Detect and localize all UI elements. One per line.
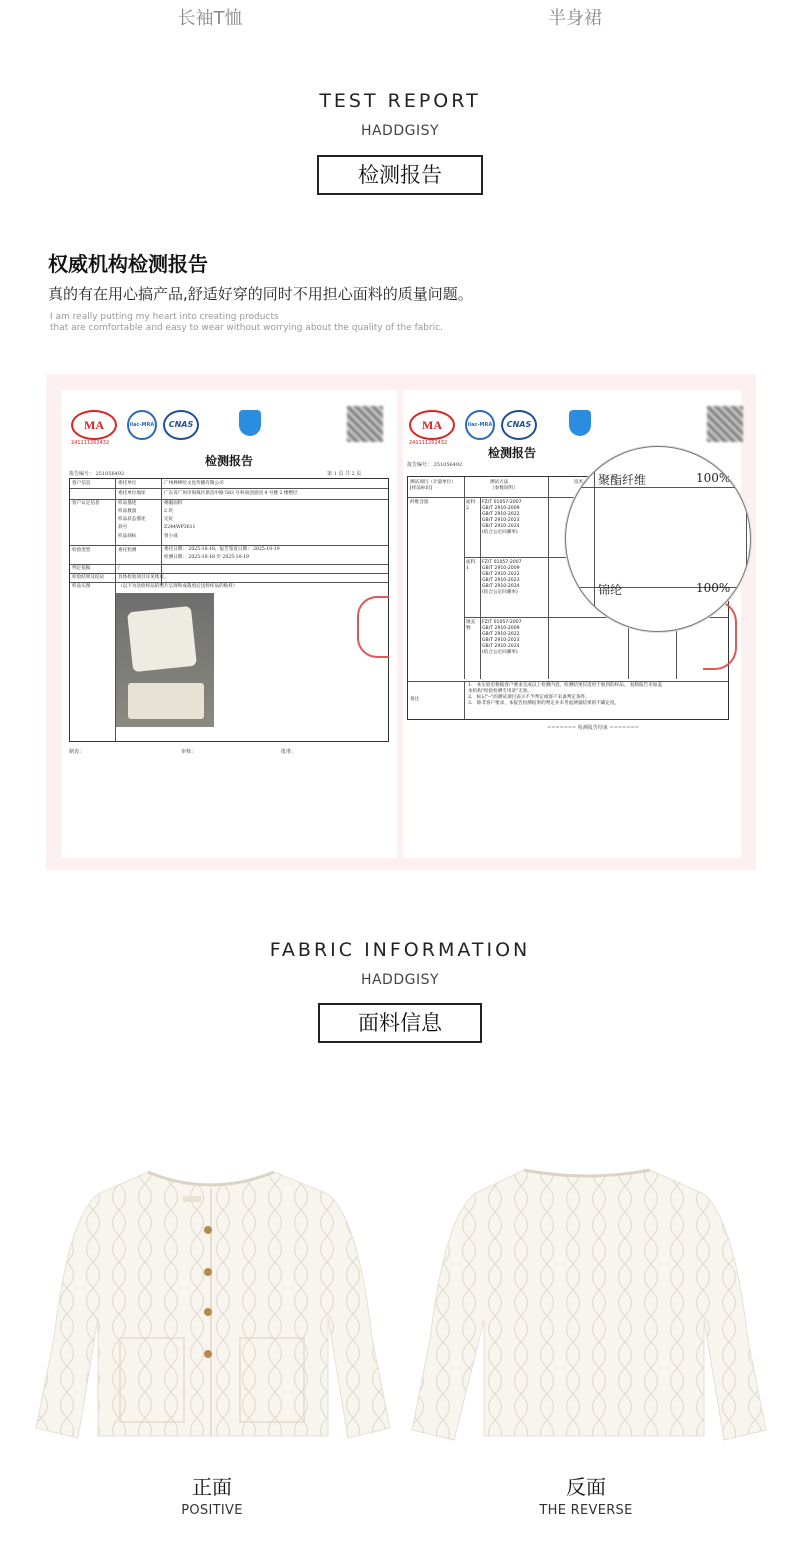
fiber-nylon-percent: 100% [696, 581, 731, 595]
cnas-logo: CNAS [501, 410, 537, 440]
shield-icon [569, 410, 591, 436]
test-report-heading: TEST REPORT [319, 90, 481, 112]
ilac-mra-logo: ilac-MRA [465, 410, 495, 440]
report-number: 报告编号： 251056492 [69, 471, 125, 477]
fabric-info-title-box: 面料信息 [318, 1003, 482, 1043]
qr-code-icon [347, 406, 383, 442]
back-view-caption-en: THE REVERSE [539, 1503, 633, 1518]
certificate-page-2 [403, 390, 741, 858]
report-table-page-2: 测试项目（计量单位） [样品标识] 测试方法 （参数说明） 技术 纤维含量 面料 2 FZ/T 01057-2007 GB/T 2910-2009 GB/T 2910-2022 GB/T 2910-2023 GB/T 2910-2024 (结合公定回潮率) 面料 1 FZ/T 01057-2007 GB/T 2910-2009 GB/T 2910-2022 GB/T 2910-2023 GB/T 2910-2024 (结合公定回潮率) 填充 物 FZ/T 01057-2007 GB/T 2910-2009 GB/T 2910-2022 GB/T 2910-2023 GB/T 2910-2024 (结合公定回潮率) 备注 1. 本实验室根据客户要求完成以上检测内容。检测结果仅适用于收到的样品。 复制报告未加盖 本机构"检验检测专用章"无效。 2. 标记"--"的测试项目表示不予判定或客户未备判定条件。 3. 除非客户要求，本报告检测结果的判定并未考虑测量结果的不确定度。 [407, 476, 729, 720]
cma-logo: MA [409, 410, 455, 440]
cma-code: 241111262432 [71, 440, 110, 446]
qr-code-icon [707, 406, 743, 442]
jacket-front-image [28, 1158, 398, 1458]
tab-long-sleeve-tshirt[interactable]: 长袖T恤 [177, 8, 243, 29]
fabric-info-brand: HADDGISY [360, 972, 440, 988]
fiber-polyester-label: 聚酯纤维 [598, 473, 647, 487]
tab-half-skirt[interactable]: 半身裙 [548, 8, 602, 29]
certificate-logos-page-2 [409, 404, 729, 448]
report-table-page-1: 客户信息 委托单位 广州棒棒哈文化传播有限公司 委托单位地址 广东省广州市海珠区新滘中路 583 号岭南创意园 4 号楼 2 楼整层 客户认定信息 样品描述 棉服面料 样品数量 2 块 样品状态描述 完好 款号 Z244WP3611 样品商标 曾小咸 检验类型 委托检测 委托日期： 2025-10-18，报告签发日期： 2025-10-19 检测日期： 2025-10-18 至 2025-10-19 判定依据 / 检验结果及结论 具体检验项目详见续页。 样品实图 （以下为送检样品的照片呈现和成裁剪后送检样品的贴样） [69, 478, 389, 742]
test-report-brand: HADDGISY [360, 123, 440, 139]
fiber-polyester-percent: 100% [696, 471, 731, 485]
fiber-nylon-label: 锦纶 [598, 583, 623, 597]
jacket-back-image [404, 1160, 774, 1460]
cnas-logo: CNAS [163, 410, 199, 440]
signature-approver: 批准： [281, 749, 297, 755]
fabric-info-heading: FABRIC INFORMATION [269, 939, 531, 961]
magnifier-zoom [565, 446, 751, 632]
sample-photo [116, 593, 214, 727]
certificate-logos [71, 404, 391, 448]
red-seal-stamp [357, 596, 389, 658]
front-view-caption-en: POSITIVE [181, 1503, 243, 1518]
back-view-caption-cn: 反面 [566, 1475, 606, 1499]
report-title: 检测报告 [204, 454, 253, 468]
report-end-marker: ======= 检测报告结束 ======= [547, 725, 639, 731]
cma-code: 241111262432 [409, 440, 448, 446]
report-page-info: 第 1 页 共 2 页 [327, 471, 362, 477]
ilac-mra-logo: ilac-MRA [127, 410, 157, 440]
report-number-page-2: 报告编号： 251056492 [407, 462, 463, 468]
certificate-panel [46, 374, 756, 870]
report-title-page-2: 检测报告 [487, 446, 536, 460]
intro-english-line-1: I am really putting my heart into creating products [50, 312, 279, 322]
signature-reviewer: 审核： [181, 749, 197, 755]
shield-icon [239, 410, 261, 436]
signature-maker: 制表： [69, 749, 85, 755]
front-view-caption-cn: 正面 [192, 1475, 232, 1499]
intro-english-line-2: that are comfortable and easy to wear without worrying about the quality of the fabric. [50, 323, 443, 333]
intro-description: 真的有在用心搞产品,舒适好穿的同时不用担心面料的质量问题。 [48, 285, 473, 303]
intro-title: 权威机构检测报告 [48, 252, 208, 276]
test-report-title-box: 检测报告 [317, 155, 483, 195]
brand-label [183, 1196, 201, 1202]
cma-logo: MA [71, 410, 117, 440]
